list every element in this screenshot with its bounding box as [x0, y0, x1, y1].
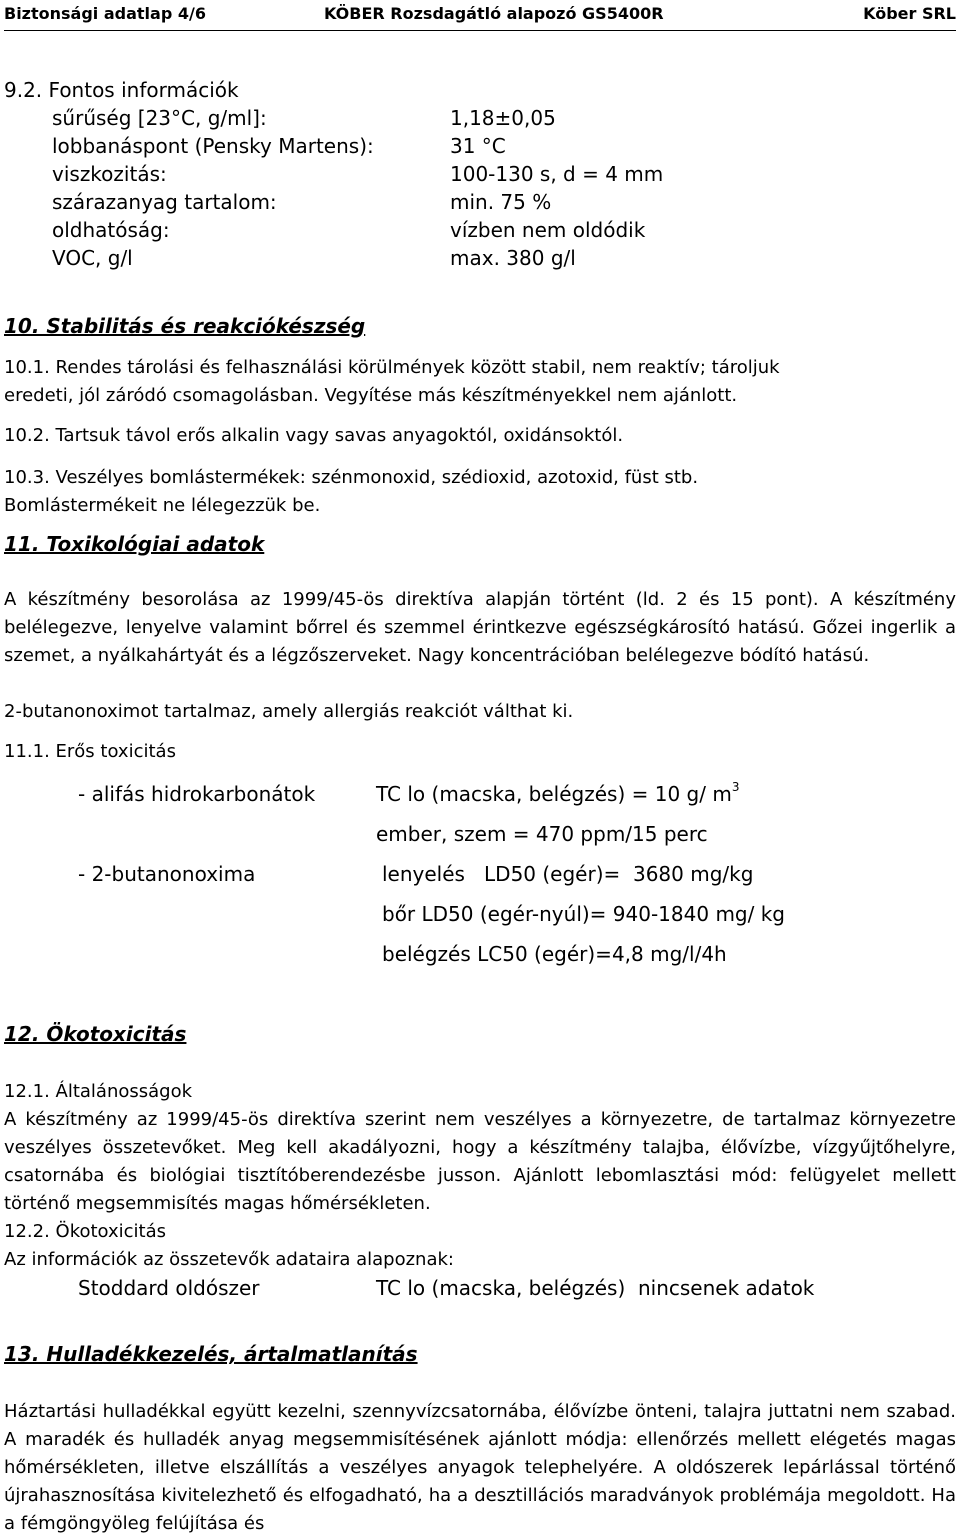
- ecotox-value: TC lo (macska, belégzés) nincsenek adatok: [376, 1276, 815, 1300]
- tox-value: bőr LD50 (egér-nyúl)= 940-1840 mg/ kg: [382, 902, 785, 926]
- prop-label: lobbanáspont (Pensky Martens):: [52, 134, 374, 158]
- tox-substance-name: - alifás hidrokarbonátok: [78, 782, 316, 806]
- section-11-paragraph: [4, 586, 956, 670]
- tox-value: belégzés LC50 (egér)=4,8 mg/l/4h: [382, 942, 727, 966]
- prop-value: min. 75 %: [450, 190, 552, 214]
- tox-value: lenyelés LD50 (egér)= 3680 mg/kg: [382, 862, 754, 886]
- section-12-1-title: 12.1. Általánosságok: [4, 1081, 193, 1102]
- section-11-allergy-note: 2-butanonoximot tartalmaz, amely allergiás reakciót válthat ki.: [4, 701, 574, 722]
- section-12-1-text: A készítmény az 1999/45-ös direktíva szerint nem veszélyes a környezetre, de tartalmaz környezetre veszélyes összetevőket. Meg kell akadályozni, hogy a készítmény talajba, élővízbe, vízgyűjtőhelyre, csatornába és biológiai tisztítóberendezésbe jusson. Ajánlott lebomlasztási mód: felügyelet mellett történő megsemmisítés magas hőmérsékleten.: [4, 1109, 956, 1214]
- section-11-heading: 11. Toxikológiai adatok: [4, 532, 265, 556]
- header-company: Köber SRL: [863, 4, 956, 23]
- section-10-1-line1: 10.1. Rendes tárolási és felhasználási körülmények között stabil, nem reaktív; tároljuk: [4, 357, 780, 378]
- header-divider: [4, 30, 956, 31]
- section-12-1-paragraph: [4, 1106, 956, 1218]
- section-10-1-line2: eredeti, jól záródó csomagolásban. Vegyítése más készítményekkel nem ajánlott.: [4, 385, 738, 406]
- prop-label: VOC, g/l: [52, 246, 133, 270]
- section-13-text: Háztartási hulladékkal együtt kezelni, szennyvízcsatornába, élővízbe önteni, talajra juttatni nem szabad. A maradék és hulladék anyag megsemmisítésének ajánlott módja: ellenőrzés mellett elégetés magas hőmérsékleten, illetve elszállítás a veszélyes anyagok telephelyére. A oldószerek lepárlással történő újrahasznosítása kivitelezhető és elfogadható, ha a desztillációs maradványok problémája megoldott. Ha a fémgöngyöleg felújítása és: [4, 1401, 956, 1534]
- prop-label: sűrűség [23°C, g/ml]:: [52, 106, 267, 130]
- section-13-paragraph: [4, 1398, 956, 1538]
- tox-substance-name: - 2-butanonoxima: [78, 862, 256, 886]
- prop-label: viszkozitás:: [52, 162, 167, 186]
- prop-value: vízben nem oldódik: [450, 218, 646, 242]
- section-10-heading: 10. Stabilitás és reakciókészség: [4, 314, 366, 338]
- header-doc-page: Biztonsági adatlap 4/6: [4, 4, 206, 23]
- page-header: [4, 4, 956, 26]
- section-10-3-line1: 10.3. Veszélyes bomlástermékek: szénmonoxid, szédioxid, azotoxid, füst stb.: [4, 467, 699, 488]
- prop-value: 1,18±0,05: [450, 106, 556, 130]
- prop-value: 31 °C: [450, 134, 506, 158]
- section-10-3-line2: Bomlástermékeit ne lélegezzük be.: [4, 495, 321, 516]
- section-12-heading: 12. Ökotoxicitás: [4, 1022, 187, 1046]
- section-11-1-title: 11.1. Erős toxicitás: [4, 741, 176, 762]
- tox-value: ember, szem = 470 ppm/15 perc: [376, 822, 708, 846]
- section-11-text: A készítmény besorolása az 1999/45-ös direktíva alapján történt (ld. 2 és 15 pont). A készítmény belélegezve, lenyelve valamint bőrrel és szemmel érintkezve egészségkárosító hatású. Gőzei ingerlik a szemet, a nyálkahártyát és a légzőszerveket. Nagy koncentrációban belélegezve bódító hatású.: [4, 589, 956, 666]
- ecotox-substance-name: Stoddard oldószer: [78, 1276, 260, 1300]
- tox-value: TC lo (macska, belégzés) = 10 g/ $m^3$: [376, 780, 740, 806]
- section-10-2-text: 10.2. Tartsuk távol erős alkalin vagy savas anyagoktól, oxidánsoktól.: [4, 425, 624, 446]
- section-9-2-title: 9.2. Fontos információk: [4, 78, 239, 102]
- prop-value: 100-130 s, d = 4 mm: [450, 162, 664, 186]
- section-13-heading: 13. Hulladékkezelés, ártalmatlanítás: [4, 1342, 418, 1366]
- section-12-2-title: 12.2. Ökotoxicitás: [4, 1221, 167, 1242]
- prop-label: oldhatóság:: [52, 218, 170, 242]
- section-12-2-info: Az információk az összetevők adataira alapoznak:: [4, 1249, 454, 1270]
- prop-value: max. 380 g/l: [450, 246, 576, 270]
- prop-label: szárazanyag tartalom:: [52, 190, 277, 214]
- header-product-name: KÖBER Rozsdagátló alapozó GS5400R: [324, 4, 664, 23]
